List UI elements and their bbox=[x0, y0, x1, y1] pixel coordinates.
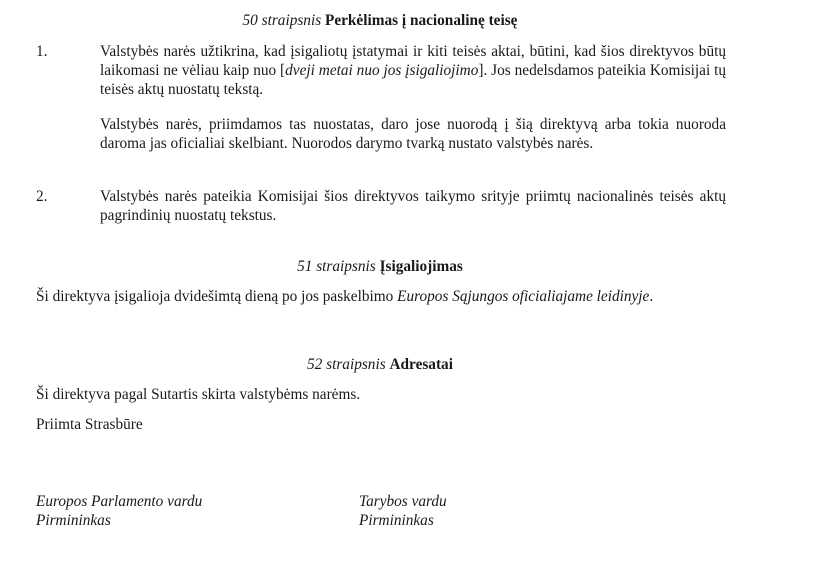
article-52-heading bbox=[0, 355, 760, 374]
article-50-number: 50 straipsnis bbox=[242, 12, 322, 29]
article-52-title: Adresatai bbox=[389, 356, 453, 373]
council-signature-block bbox=[359, 492, 447, 530]
article-50-item-2-number: 2. bbox=[36, 188, 48, 205]
article-52-paragraph: Ši direktyva pagal Sutartis skirta valstybėms narėms. bbox=[36, 386, 361, 403]
article-51-journal-name: Europos Sąjungos oficialiajame leidinyje bbox=[397, 288, 650, 305]
article-50-item-1-paragraph-1 bbox=[100, 42, 726, 99]
council-president: Pirmininkas bbox=[359, 512, 434, 529]
item-1-text-start: Valstybės narės užtikrina, kad įsigaliotų įstatymai ir kiti teisės aktai, būtini, kad šios direktyvos būtų laikomasi ne vėliau kaip nuo [ bbox=[100, 43, 726, 79]
article-50-item-1-paragraph-2: Valstybės narės, priimdamos tas nuostatas, daro jose nuorodą į šią direktyvą arba tokia nuoroda daroma jas oficialiai skelbiant. Nuorodos darymo tvarką nustato valstybės narės. bbox=[100, 116, 726, 152]
article-52-number: 52 straipsnis bbox=[307, 356, 386, 373]
article-50-heading bbox=[0, 11, 760, 30]
article-51-paragraph bbox=[36, 287, 726, 306]
parliament-signature-block bbox=[36, 492, 202, 530]
article-51-number: 51 straipsnis bbox=[297, 258, 376, 275]
article-50-title: Perkėlimas į nacionalinę teisę bbox=[325, 12, 518, 29]
item-1-text-end: ]. Jos nedelsdamos pateikia Komisijai tų teisės aktų nuostatų tekstą. bbox=[100, 62, 726, 98]
parliament-on-behalf: Europos Parlamento vardu bbox=[36, 493, 203, 510]
council-on-behalf: Tarybos vardu bbox=[359, 493, 447, 510]
parliament-president: Pirmininkas bbox=[36, 512, 111, 529]
item-1-deadline: dveji metai nuo jos įsigaliojimo bbox=[285, 62, 479, 79]
article-51-text-start: Ši direktyva įsigalioja dvidešimtą dieną po jos paskelbimo bbox=[36, 288, 398, 305]
article-50-item-1-number: 1. bbox=[36, 43, 48, 60]
article-51-heading bbox=[0, 257, 760, 276]
article-51-title: Įsigaliojimas bbox=[379, 258, 463, 275]
article-50-item-2-paragraph: Valstybės narės pateikia Komisijai šios direktyvos taikymo srityje priimtų nacionalinės teisės aktų pagrindinių nuostatų tekstus. bbox=[100, 188, 726, 224]
adopted-place: Priimta Strasbūre bbox=[36, 416, 143, 433]
article-51-text-end: . bbox=[649, 288, 654, 305]
